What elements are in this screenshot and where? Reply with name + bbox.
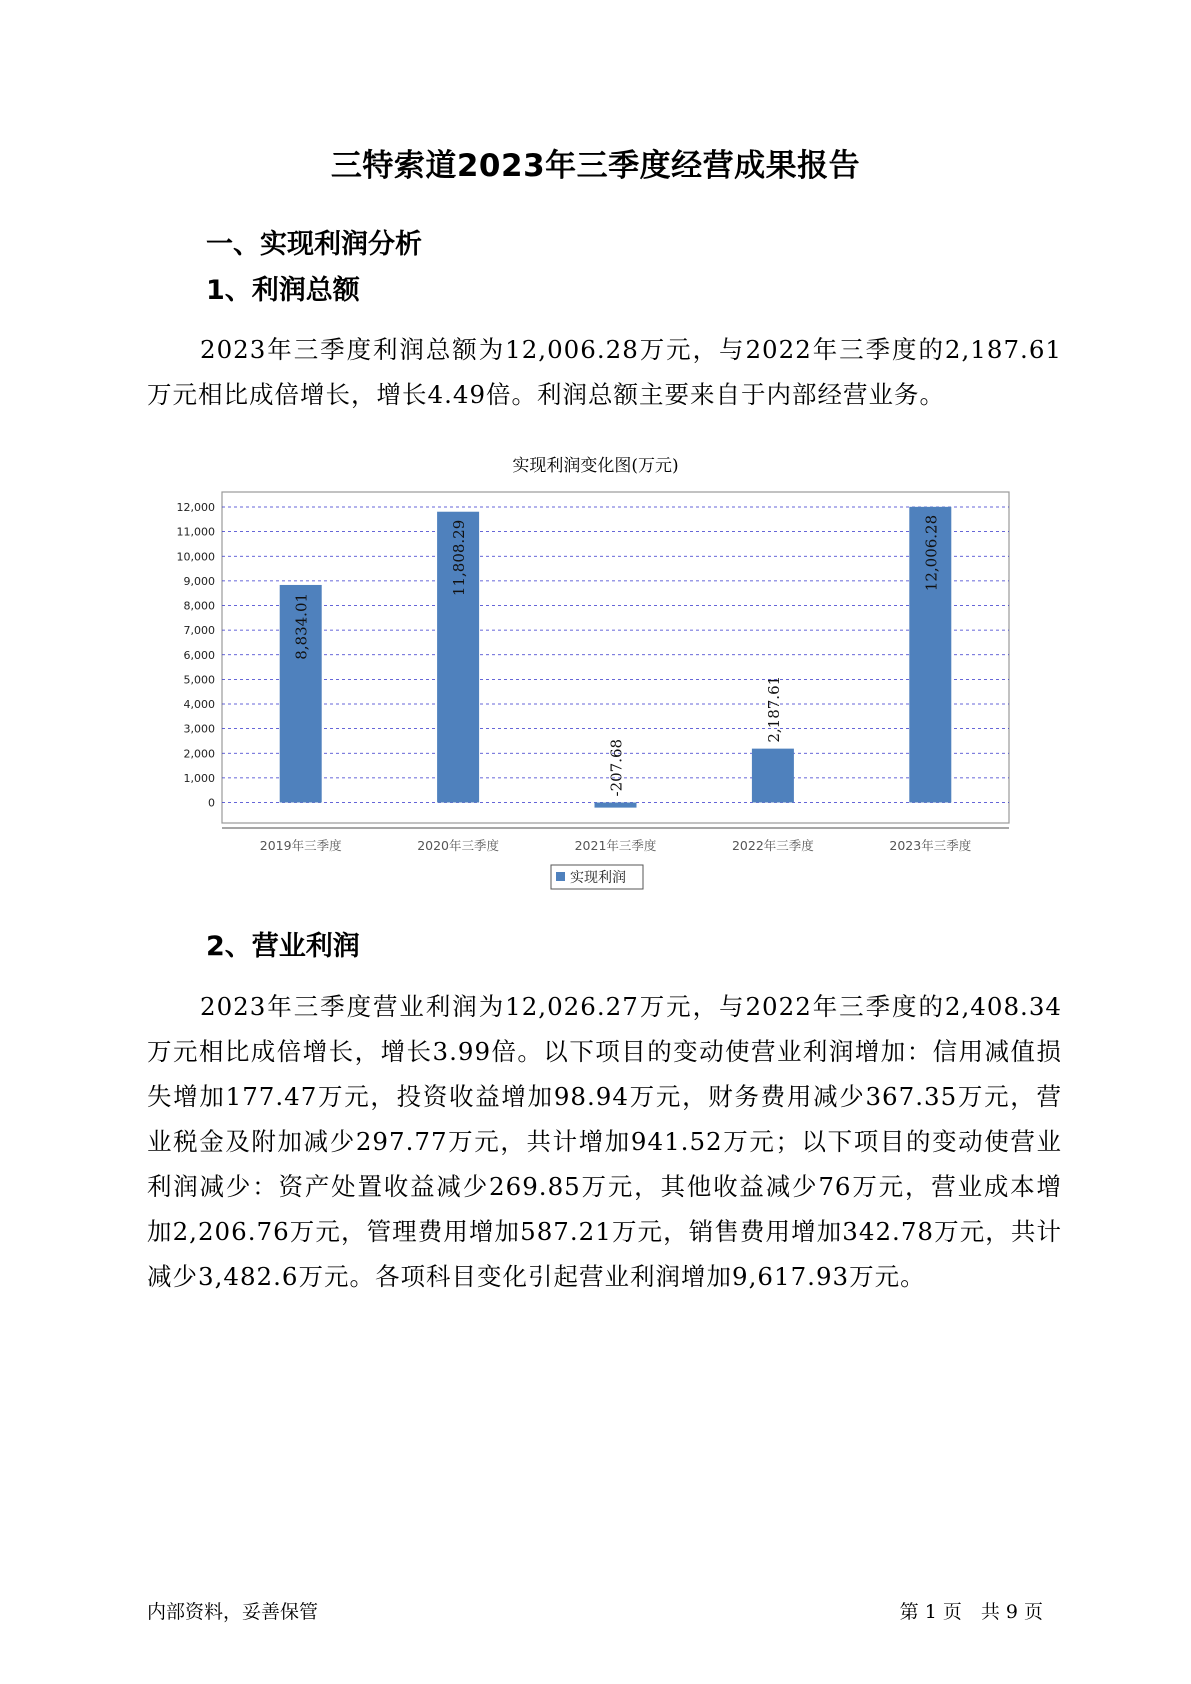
bar-value-label: 12,006.28 bbox=[922, 514, 941, 592]
section-heading-profit-analysis: 一、实现利润分析 bbox=[206, 229, 422, 260]
page-title: 三特索道2023年三季度经营成果报告 bbox=[330, 148, 861, 184]
bar-value-label: -207.68 bbox=[607, 738, 626, 797]
bar-4 bbox=[752, 749, 794, 803]
footer-confidential-note: 内部资料，妥善保管 bbox=[147, 1601, 319, 1623]
y-tick-label: 5,000 bbox=[183, 673, 215, 687]
subheading-total-profit: 1、利润总额 bbox=[206, 275, 360, 306]
subheading-operating-profit: 2、营业利润 bbox=[206, 931, 360, 962]
paragraph-total-profit: 2023年三季度利润总额为12,006.28万元，与2022年三季度的2,187.61万元相比成倍增长，增长4.49倍。利润总额主要来自于内部经营业务。 bbox=[147, 335, 1062, 409]
y-tick-label: 7,000 bbox=[183, 624, 215, 638]
y-tick-label: 12,000 bbox=[176, 501, 215, 514]
bar-3 bbox=[595, 803, 637, 808]
x-tick-label: 2019年三季度 bbox=[259, 838, 342, 853]
y-tick-label: 6,000 bbox=[183, 648, 215, 662]
bar-value-label: 2,187.61 bbox=[764, 675, 783, 743]
legend-label: 实现利润 bbox=[570, 870, 626, 886]
y-tick-label: 10,000 bbox=[176, 550, 215, 564]
bar-value-label: 8,834.01 bbox=[292, 592, 311, 660]
y-tick-label: 0 bbox=[208, 796, 215, 810]
legend-swatch bbox=[556, 872, 565, 881]
chart-title: 实现利润变化图(万元) bbox=[512, 456, 679, 476]
footer-page-number: 第 1 页 共 9 页 bbox=[899, 1601, 1043, 1623]
y-tick-label: 8,000 bbox=[183, 599, 215, 613]
paragraph-operating-profit: 2023年三季度营业利润为12,026.27万元，与2022年三季度的2,408.34万元相比成倍增长，增长3.99倍。以下项目的变动使营业利润增加：信用减值损失增加177.47万元，投资收益增加98.94万元，财务费用减少367.35万元，营业税金及附加减少297.77万元，共计增加941.52万元；以下项目的变动使营业利润减少：资产处置收益减少269.85万元，其他收益减少76万元，营业成本增加2,206.76万元，管理费用增加587.21万元，销售费用增加342.78万元，共计减少3,482.6万元。各项科目变化引起营业利润增加9,617.93万元。 bbox=[147, 992, 1062, 1291]
x-tick-label: 2020年三季度 bbox=[417, 838, 500, 853]
y-tick-label: 9,000 bbox=[183, 574, 215, 588]
x-tick-label: 2022年三季度 bbox=[731, 838, 814, 853]
y-tick-label: 3,000 bbox=[183, 722, 215, 736]
bar-value-label: 11,808.29 bbox=[450, 519, 469, 597]
y-tick-label: 1,000 bbox=[183, 771, 215, 785]
x-tick-label: 2023年三季度 bbox=[889, 838, 972, 853]
y-tick-label: 2,000 bbox=[183, 747, 215, 761]
y-tick-label: 11,000 bbox=[176, 525, 215, 539]
y-tick-label: 4,000 bbox=[183, 698, 215, 711]
x-tick-label: 2021年三季度 bbox=[574, 838, 657, 853]
